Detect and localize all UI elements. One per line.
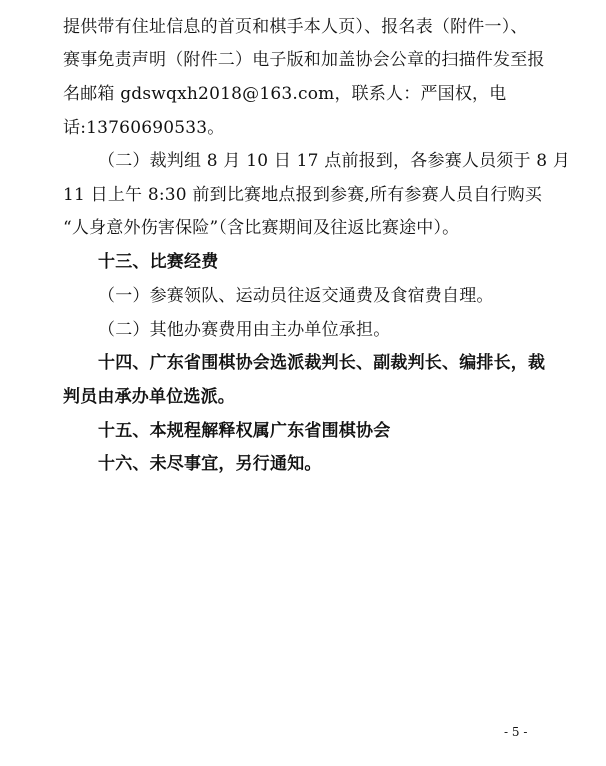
- section-heading-13: 十三、比赛经费: [98, 252, 219, 272]
- paragraph-line-9: （一）参赛领队、运动员往返交通费及食宿费自理。: [98, 286, 494, 306]
- section-heading-14: 十四、广东省围棋协会选派裁判长、副裁判长、编排长，裁: [98, 353, 546, 373]
- paragraph-line-5: （二）裁判组 8 月 10 日 17 点前报到，各参赛人员须于 8 月: [98, 151, 571, 171]
- paragraph-line-6: 11 日上午 8:30 前到比赛地点报到参赛,所有参赛人员自行购买: [63, 185, 543, 205]
- paragraph-line-4: 话:13760690533。: [63, 118, 225, 138]
- paragraph-line-3: 名邮箱 gdswqxh2018@163.com，联系人：严国权，电: [63, 84, 507, 104]
- section-heading-15: 十五、本规程解释权属广东省围棋协会: [98, 421, 391, 441]
- section-heading-14-cont: 判员由承办单位选派。: [63, 387, 235, 407]
- paragraph-line-1: 提供带有住址信息的首页和棋手本人页）、报名表（附件一）、: [63, 17, 528, 37]
- page-number: - 5 -: [504, 725, 528, 739]
- section-heading-16: 十六、未尽事宜，另行通知。: [98, 454, 322, 474]
- paragraph-line-10: （二）其他办赛费用由主办单位承担。: [98, 320, 391, 340]
- paragraph-line-2: 赛事免责声明（附件二）电子版和加盖协会公章的扫描件发至报: [63, 50, 545, 70]
- paragraph-line-7: “人身意外伤害保险”（含比赛期间及往返比赛途中）。: [63, 218, 460, 238]
